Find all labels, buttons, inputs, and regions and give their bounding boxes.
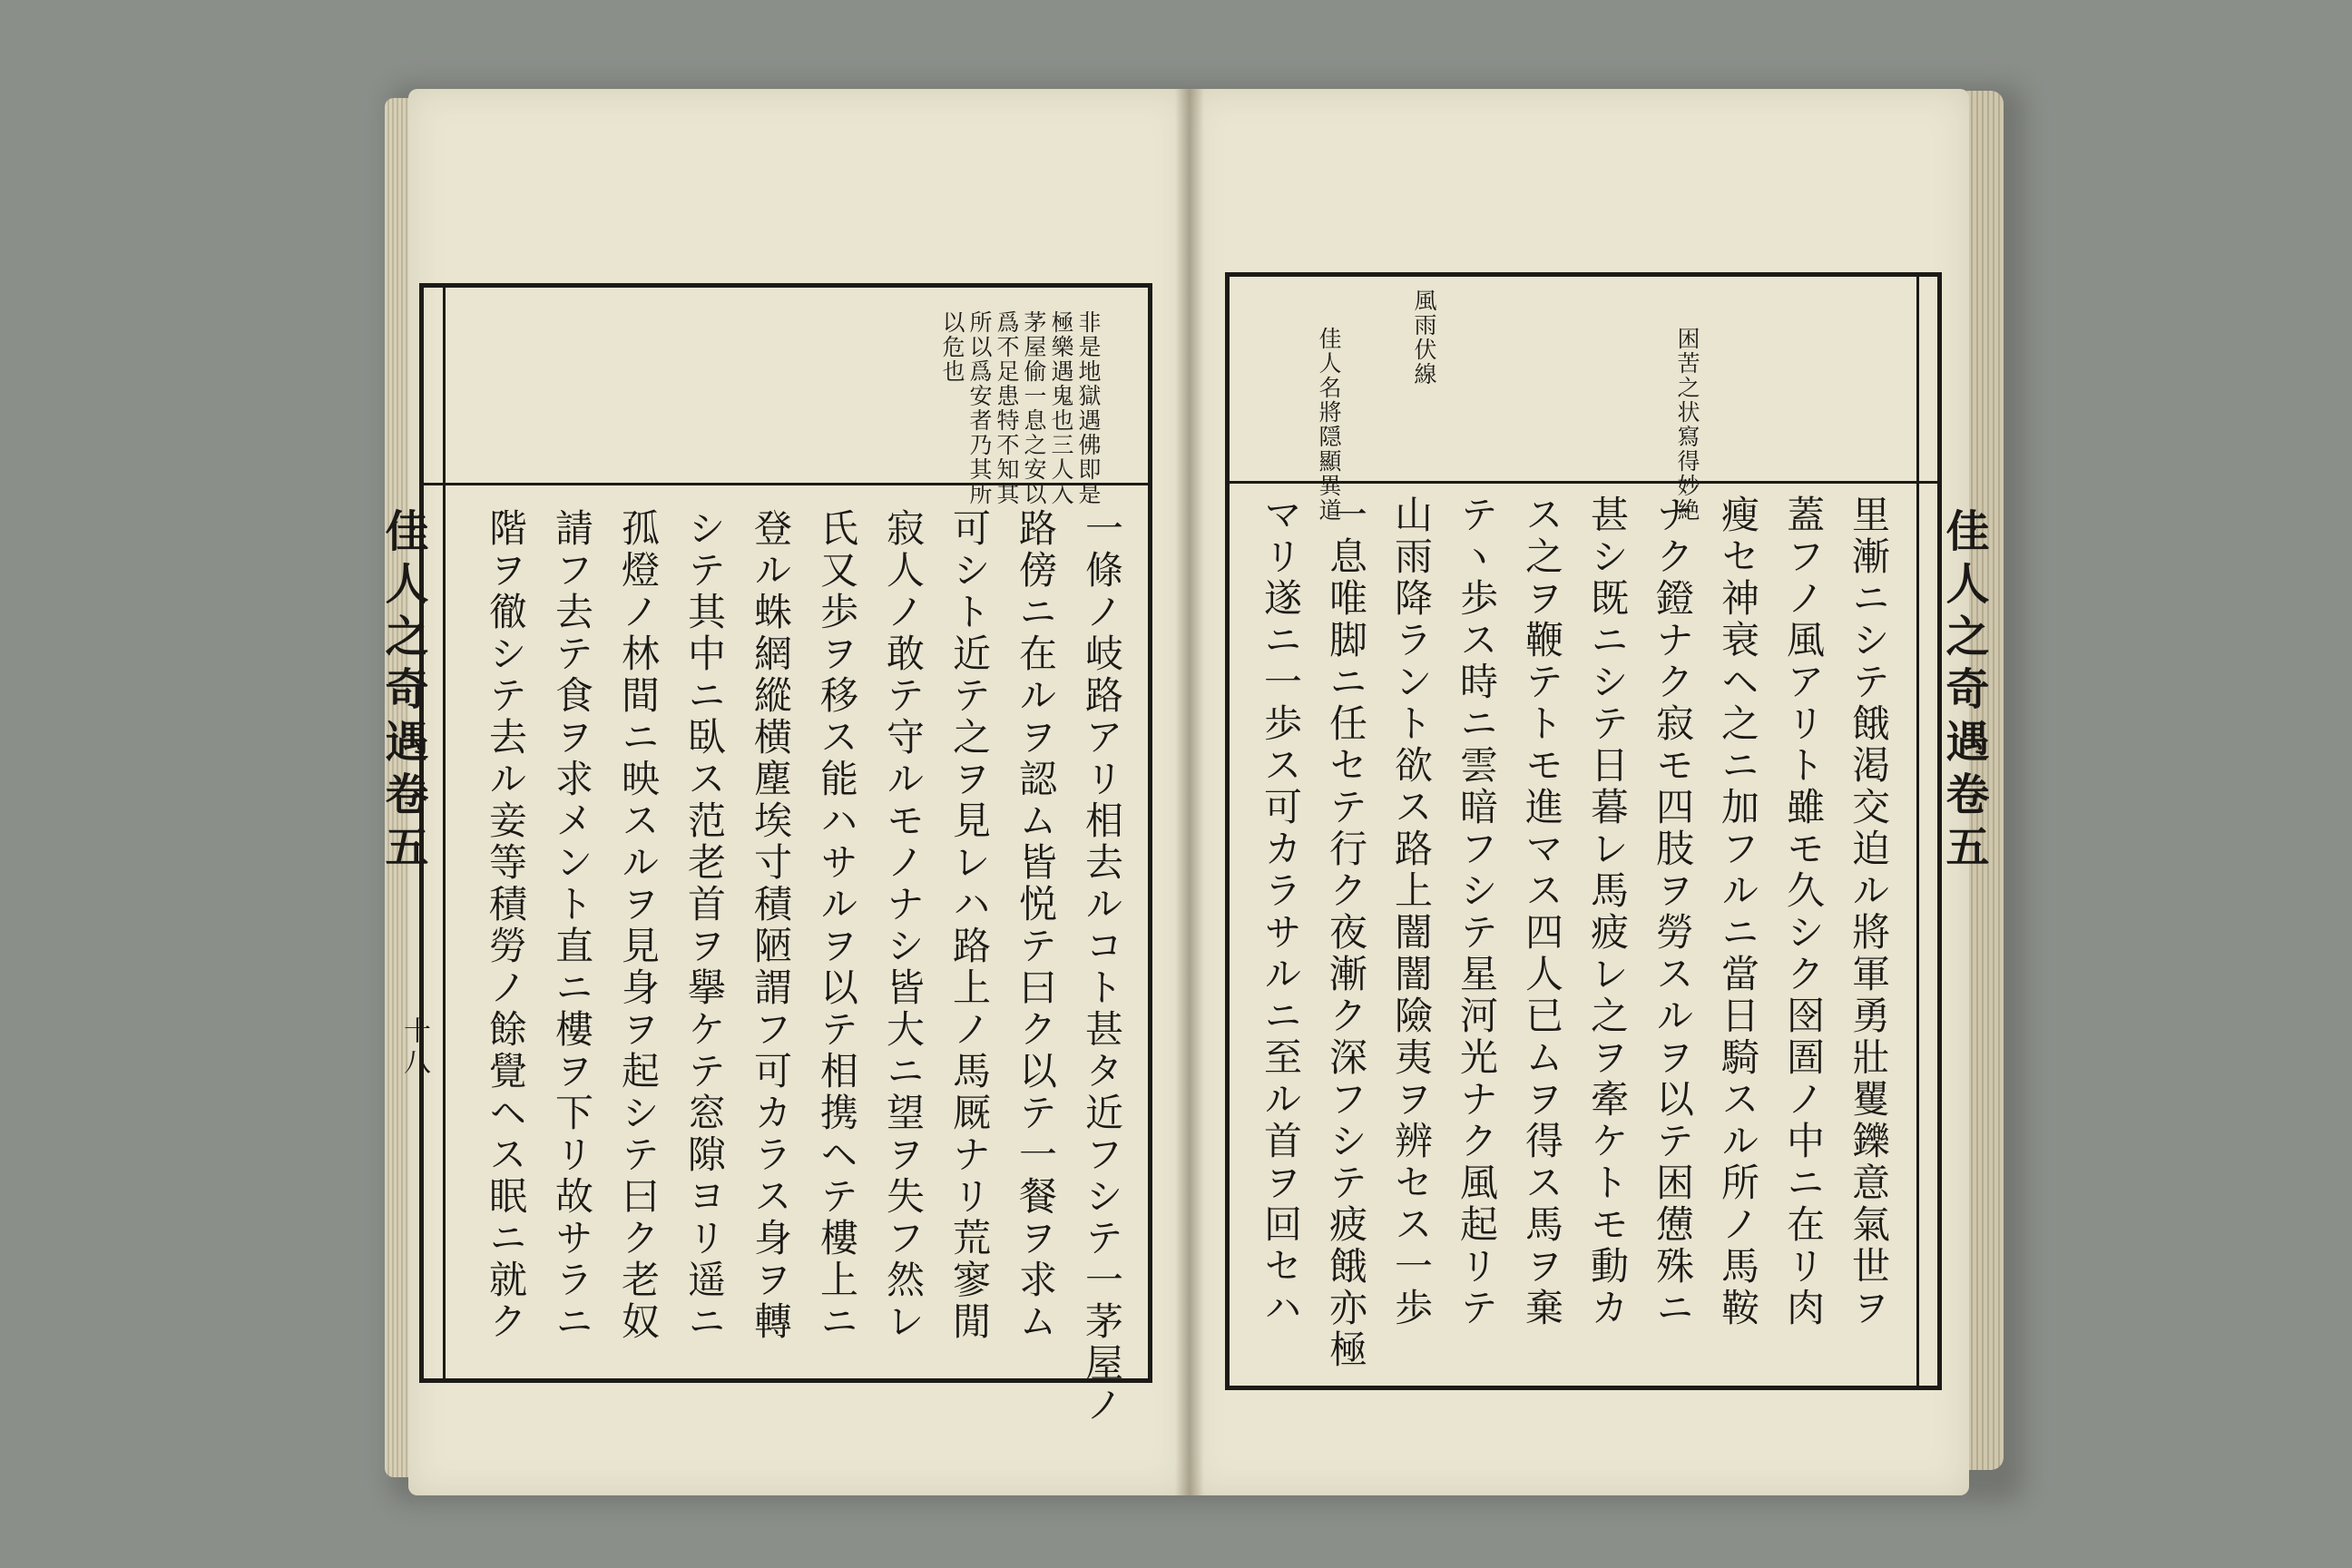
left-text-column-2: 路傍ニ在ルヲ認ム皆悦テ曰ク以テ一餐ヲ求ム [1014,508,1058,1343]
right-text-column-6: ス之ヲ鞭テトモ進マス四人已ムヲ得ス馬ヲ棄 [1520,495,1564,1329]
left-text-column-1: 一條ノ岐路アリ相去ルコト甚タ近フシテ一茅屋ノ [1080,508,1124,1426]
left-text-column-3: 可シト近テ之ヲ見レハ路上ノ馬厩ナリ荒寥閒 [947,508,992,1343]
right-text-column-2: 蓋フノ風アリト雖モ久シク囹圄ノ中ニ在リ肉 [1781,495,1826,1329]
right-text-column-10: マリ遂ニ一歩ス可カラサルニ至ル首ヲ回セハ [1259,495,1303,1329]
right-spine-title: 佳人之奇遇卷五 [1938,508,1989,877]
right-headnote-3: 佳人名將隠顯異道 [1316,327,1342,523]
right-headnote-1: 困苦之状寫得妙絶 [1674,327,1700,523]
right-text-column-8: 山雨降ラント欲ス路上闇闇險夷ヲ辨セス一歩 [1389,495,1434,1329]
right-text-column-7: テヽ歩ス時ニ雲暗フシテ星河光ナク風起リテ [1455,495,1499,1329]
left-text-column-7: シテ其中ニ臥ス范老首ヲ擧ケテ窓隙ヨリ遥ニ [682,508,727,1343]
right-text-column-4: ナク鐙ナク寂モ四肢ヲ勞スルヲ以テ困憊殊ニ [1651,495,1695,1329]
left-text-column-5: 氏又歩ヲ移ス能ハサルヲ以テ相携ヘテ樓上ニ [815,508,859,1343]
right-text-column-5: 甚シ既ニシテ日暮レ馬疲レ之ヲ牽ケトモ動カ [1585,495,1630,1329]
book-gutter [1175,89,1204,1495]
left-spine-title: 佳人之奇遇卷五 [377,508,428,877]
left-folio: 十八 [398,1016,430,1078]
left-headnote-5: 所以爲安者乃其所 [966,310,993,506]
left-inner-rule [443,286,446,1380]
right-text-column-9: 一息唯脚ニ任セテ行ク夜漸ク深フシテ疲餓亦極 [1324,495,1368,1371]
right-inner-rule [1916,275,1919,1387]
left-text-column-6: 登ル蛛網縱横塵埃寸積陋謂フ可カラス身ヲ轉 [749,508,793,1343]
left-text-column-10: 階ヲ徹シテ去ル妾等積勞ノ餘覺ヘス眠ニ就ク [484,508,528,1343]
left-headnote-3: 茅屋偷一息之安以 [1021,310,1047,506]
left-text-column-9: 請フ去テ食ヲ求メント直ニ樓ヲ下リ故サラニ [550,508,594,1343]
left-headnote-6: 以危也 [939,310,965,384]
right-text-column-3: 瘦セ神衰ヘ之ニ加フルニ當日騎スル所ノ馬鞍 [1716,495,1760,1329]
left-text-column-8: 孤燈ノ林間ニ映スルヲ見身ヲ起シテ曰ク老奴 [616,508,661,1343]
right-text-column-1: 里漸ニシテ餓渇交迫ル將軍勇壯矍鑠意氣世ヲ [1847,495,1891,1329]
left-headnote-1: 非是地獄遇佛即是 [1075,310,1102,506]
left-headnote-4: 爲不足患特不知其 [994,310,1020,506]
left-headnote-2: 極樂遇鬼也三人入 [1048,310,1074,506]
right-headnote-2: 風雨伏線 [1411,289,1437,387]
left-text-column-4: 寂人ノ敢テ守ルモノナシ皆大ニ望ヲ失フ然レ [881,508,926,1343]
